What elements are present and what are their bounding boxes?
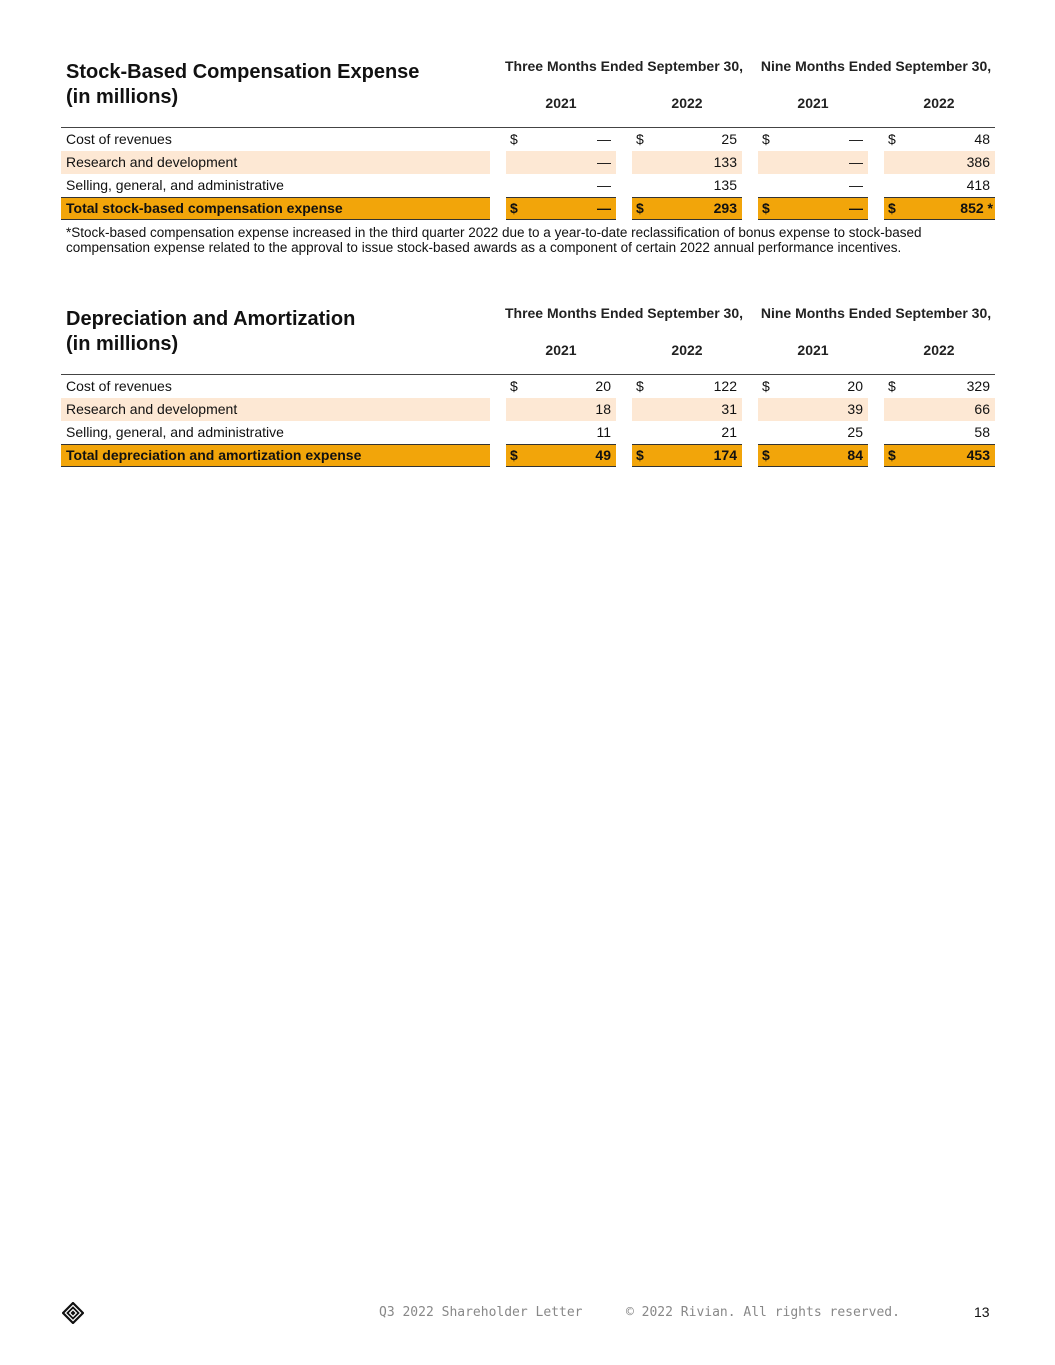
table-header [61, 304, 995, 374]
year-header: 2022 [923, 342, 955, 358]
currency-symbol: $ [636, 447, 644, 463]
cell-value: — [597, 200, 611, 216]
table-header [61, 57, 995, 127]
table-title [66, 307, 355, 357]
table-cell [758, 128, 868, 151]
year-header: 2021 [797, 95, 829, 111]
cell-value: — [849, 200, 863, 216]
footer-copyright: © 2022 Rivian. All rights reserved. [626, 1305, 900, 1320]
table-cell [506, 398, 616, 421]
currency-symbol: $ [510, 200, 518, 216]
cell-value: 20 [595, 378, 611, 394]
table-cell [632, 444, 742, 467]
table-cell [884, 421, 995, 444]
cell-value: 386 [966, 154, 990, 170]
table-body [61, 374, 995, 467]
currency-symbol: $ [636, 200, 644, 216]
table-cell [506, 375, 616, 398]
table-cell [506, 444, 616, 467]
table-cell [758, 151, 868, 174]
currency-symbol: $ [888, 447, 896, 463]
table-cell [758, 197, 868, 220]
currency-symbol: $ [762, 131, 770, 147]
stock-based-compensation-table [61, 57, 995, 220]
currency-symbol: $ [762, 200, 770, 216]
cell-value: 48 [974, 131, 990, 147]
table-cell [758, 421, 868, 444]
title-line-1: Depreciation and Amortization [66, 308, 356, 330]
year-header: 2021 [545, 95, 577, 111]
title-line-2: (in millions) [66, 86, 179, 108]
cell-value: 122 [713, 378, 737, 394]
title-line-1: Stock-Based Compensation Expense [66, 61, 420, 83]
cell-value: 39 [847, 401, 863, 417]
year-header: 2022 [923, 95, 955, 111]
table-row [61, 421, 995, 444]
currency-symbol: $ [888, 131, 896, 147]
year-header: 2021 [545, 342, 577, 358]
footer-letter-title: Q3 2022 Shareholder Letter [379, 1305, 583, 1320]
total-row [61, 197, 995, 220]
page-footer [0, 1300, 1055, 1328]
cell-value: — [849, 154, 863, 170]
cell-value: 20 [847, 378, 863, 394]
table-cell [506, 151, 616, 174]
title-line-2: (in millions) [66, 333, 179, 355]
table-cell [506, 174, 616, 197]
table-cell [632, 421, 742, 444]
cell-value: 453 [966, 447, 990, 463]
cell-value: 11 [596, 424, 611, 440]
footnote: *Stock-based compensation expense increased in the third quarter 2022 due to a year-to-date reclassification of bonus expense to stock-based compensation expense related to the approval to issue stock-based awards as a component of certain 2022 annual performance incentives. [66, 225, 922, 255]
table-cell [506, 421, 616, 444]
table-row [61, 398, 995, 421]
table-cell [632, 197, 742, 220]
cell-value: 133 [713, 154, 737, 170]
table-cell [632, 375, 742, 398]
cell-value: 418 [966, 177, 990, 193]
table-title [66, 60, 419, 110]
table-cell [884, 174, 995, 197]
currency-symbol: $ [510, 447, 518, 463]
row-label: Research and development [61, 151, 490, 174]
cell-value: 49 [595, 447, 611, 463]
row-label: Total stock-based compensation expense [61, 197, 490, 220]
row-label: Selling, general, and administrative [66, 424, 284, 440]
cell-value: 58 [974, 424, 990, 440]
table-cell [884, 197, 995, 220]
row-label: Cost of revenues [66, 131, 172, 147]
page-number: 13 [974, 1304, 990, 1320]
currency-symbol: $ [636, 131, 644, 147]
table-cell [758, 174, 868, 197]
table-row [61, 375, 995, 398]
table-cell [884, 444, 995, 467]
cell-value: 135 [713, 177, 737, 193]
cell-value: 25 [721, 131, 737, 147]
table-row [61, 128, 995, 151]
table-cell [758, 444, 868, 467]
cell-value: — [849, 131, 863, 147]
cell-value: 329 [966, 378, 990, 394]
currency-symbol: $ [762, 447, 770, 463]
cell-value: 84 [847, 447, 863, 463]
table-cell [506, 197, 616, 220]
cell-value: 293 [713, 200, 737, 216]
currency-symbol: $ [888, 200, 896, 216]
currency-symbol: $ [510, 378, 518, 394]
cell-value: — [597, 177, 611, 193]
table-cell [884, 375, 995, 398]
cell-value: 25 [847, 424, 863, 440]
currency-symbol: $ [636, 378, 644, 394]
table-cell [884, 398, 995, 421]
rivian-logo-icon [62, 1302, 84, 1324]
table-cell [758, 398, 868, 421]
row-label: Selling, general, and administrative [66, 177, 284, 193]
table-cell [884, 128, 995, 151]
cell-value: — [849, 177, 863, 193]
cell-value: 174 [713, 447, 737, 463]
table-cell [884, 151, 995, 174]
table-row [61, 174, 995, 197]
table-cell [506, 128, 616, 151]
cell-value: — [597, 131, 611, 147]
currency-symbol: $ [762, 378, 770, 394]
table-cell [632, 128, 742, 151]
total-row [61, 444, 995, 467]
table-row [61, 151, 995, 174]
depreciation-amortization-table [61, 304, 995, 467]
currency-symbol: $ [510, 131, 518, 147]
currency-symbol: $ [888, 378, 896, 394]
year-header: 2022 [671, 95, 703, 111]
cell-value: — [597, 154, 611, 170]
cell-value: 18 [595, 401, 611, 417]
row-label: Research and development [61, 398, 490, 421]
three-months-header: Three Months Ended September 30, [504, 305, 744, 321]
row-label: Cost of revenues [66, 378, 172, 394]
nine-months-header: Nine Months Ended September 30, [760, 58, 992, 74]
cell-value: 66 [974, 401, 990, 417]
table-cell [632, 174, 742, 197]
cell-value: 31 [721, 401, 737, 417]
three-months-header: Three Months Ended September 30, [504, 58, 744, 74]
year-header: 2021 [797, 342, 829, 358]
row-label: Total depreciation and amortization expense [61, 444, 490, 467]
table-body [61, 127, 995, 220]
table-cell [632, 151, 742, 174]
table-cell [632, 398, 742, 421]
cell-value: 21 [721, 424, 737, 440]
nine-months-header: Nine Months Ended September 30, [760, 305, 992, 321]
cell-value: 852 * [960, 200, 993, 216]
year-header: 2022 [671, 342, 703, 358]
table-cell [758, 375, 868, 398]
